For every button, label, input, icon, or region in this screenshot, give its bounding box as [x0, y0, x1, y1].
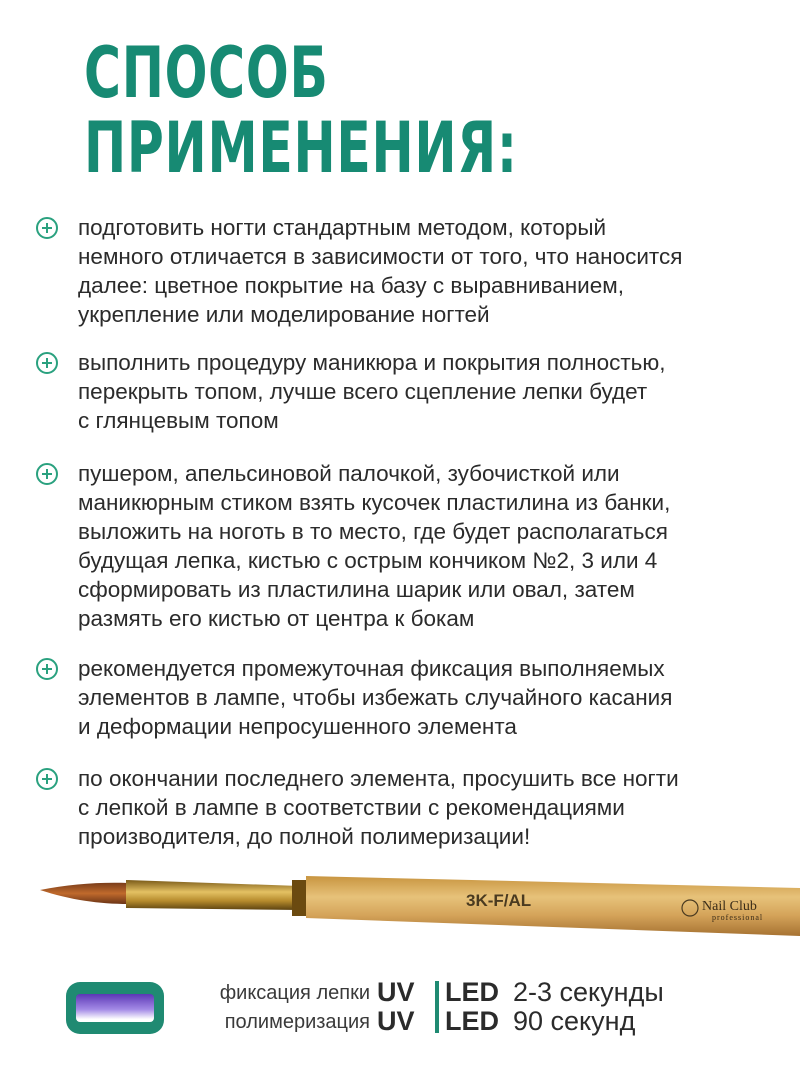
curing-time: 90 секунд: [513, 1006, 636, 1036]
step-text: пушером, апельсиновой палочкой, зубочисткой или маникюрным стиком взять кусочек пластилина из банки, выложить на ноготь в то место, где будет располагаться будущая лепка, кистью с острым кончиком №2, 3 или 4 сформировать из пластилина шарик или овал, затем размять его кистью от центра к бокам: [78, 461, 671, 631]
curing-info: [180, 978, 780, 1038]
page-title-line2: ПРИМЕНЕНИЯ:: [84, 107, 518, 189]
led-label: LED: [445, 977, 499, 1007]
brand-sub: professional: [712, 913, 764, 922]
uv-label: UV: [377, 1006, 415, 1036]
brand-name: Nail Club: [702, 899, 757, 914]
uv-lamp-icon: [66, 982, 164, 1034]
page-title-line1: СПОСОБ: [84, 32, 329, 114]
page-title: [84, 32, 518, 189]
step-text: по окончании последнего элемента, просушить все ногти с лепкой в лампе в соответствии с рекомендациями производителя, до полной полимеризации!: [78, 766, 679, 849]
plus-circle-icon: [36, 658, 58, 680]
step-text: подготовить ногти стандартным методом, который немного отличается в зависимости от того, что наносится далее: цветное покрытие на базу с выравниванием, укрепление или моделирование ногтей: [78, 215, 683, 327]
brush-model-label: 3K-F/AL: [466, 891, 532, 910]
curing-time: 2-3 секунды: [513, 977, 664, 1007]
curing-divider: [435, 981, 439, 1033]
led-label: LED: [445, 1006, 499, 1036]
curing-label: полимеризация: [224, 1011, 370, 1033]
curing-label: фиксация лепки: [219, 982, 370, 1004]
brush-ferrule: [126, 880, 300, 910]
plus-circle-icon: [36, 352, 58, 374]
plus-circle-icon: [36, 768, 58, 790]
step-text: рекомендуется промежуточная фиксация выполняемых элементов в лампе, чтобы избежать случайного касания и деформации непросушенного элемента: [78, 656, 673, 739]
brush-image: [0, 858, 800, 948]
uv-label: UV: [377, 977, 415, 1007]
plus-circle-icon: [36, 217, 58, 239]
plus-circle-icon: [36, 463, 58, 485]
step-text: выполнить процедуру маникюра и покрытия полностью, перекрыть топом, лучше всего сцепление лепки будет с глянцевым топом: [78, 350, 666, 433]
brush-bristles: [40, 883, 128, 904]
